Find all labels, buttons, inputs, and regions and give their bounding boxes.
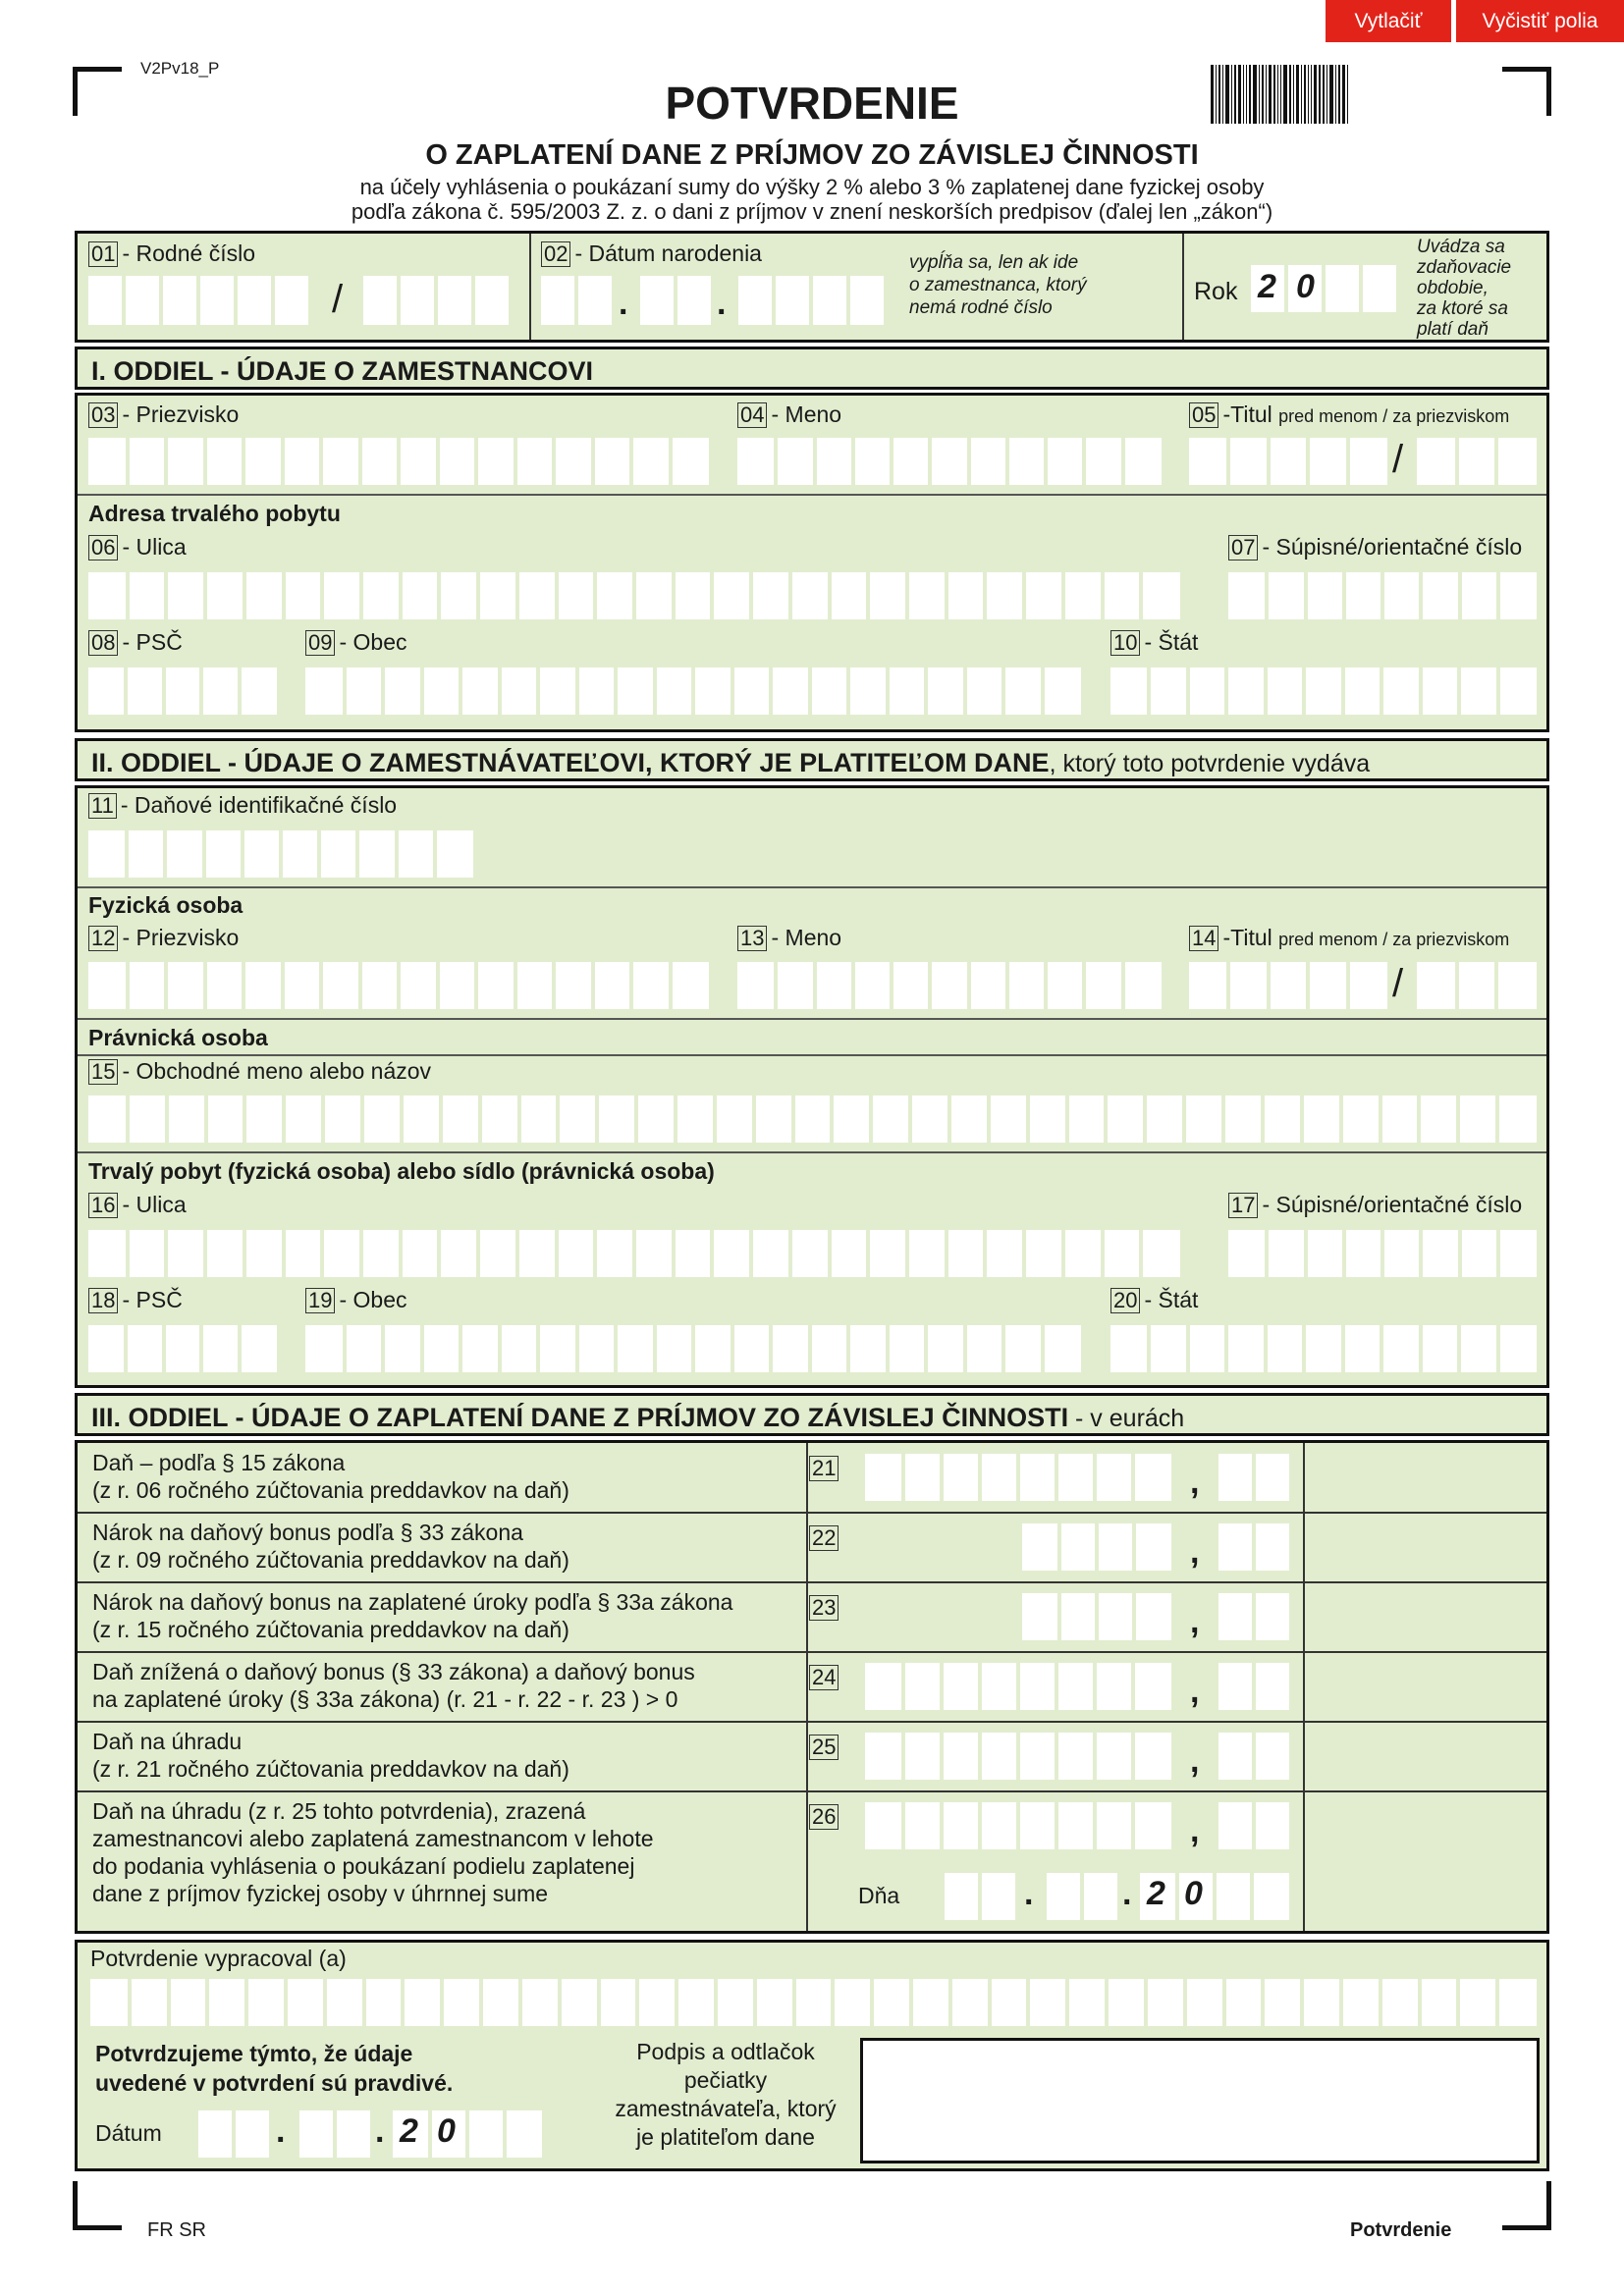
row-25-label: Daň na úhradu (z r. 21 ročného zúčtovania preddavkov na daň) <box>92 1729 569 1782</box>
row-25-amount-input[interactable] <box>865 1733 1171 1780</box>
page-title: POTVRDENIE <box>665 78 959 129</box>
field-19-label: 19 - Obec <box>305 1287 407 1313</box>
employee-name-input[interactable] <box>737 438 1162 485</box>
row-22-number: 22 <box>809 1524 842 1551</box>
year-digit: 0 <box>1296 268 1315 305</box>
footer-left: FR SR <box>147 2219 206 2241</box>
page-subtitle: O ZAPLATENÍ DANE Z PRÍJMOV ZO ZÁVISLEJ ČINNOSTI <box>425 139 1199 171</box>
row-26-number: 26 <box>809 1803 842 1830</box>
title-after-input[interactable] <box>1417 438 1537 485</box>
employer-name-input[interactable] <box>737 962 1162 1009</box>
field-14-label: 14 -Titul pred menom / za priezviskom <box>1189 925 1509 951</box>
row-22-label: Nárok na daňový bonus podľa § 33 zákona (z r. 09 ročného zúčtovania preddavkov na daň) <box>92 1520 569 1573</box>
employer-country-input[interactable] <box>1110 1325 1537 1372</box>
birth-date-year-input[interactable] <box>738 276 884 325</box>
field-11-label: 11 - Daňové identifikačné číslo <box>88 792 397 819</box>
clear-fields-button[interactable]: Vyčistiť polia <box>1456 0 1624 42</box>
year-digit: 2 <box>1258 268 1276 305</box>
dot-separator: . <box>619 285 628 322</box>
corner-mark <box>1502 2181 1551 2230</box>
dot-separator: . <box>1024 1875 1034 1912</box>
decimal-comma: , <box>1190 1603 1200 1640</box>
field-13-label: 13 - Meno <box>737 925 841 951</box>
row-26-label: Daň na úhradu (z r. 25 tohto potvrdenia), zrazená zamestnancovi alebo zaplatená zamestnancom v lehote do podania vyhlásenia o poukázaní podielu zaplatenej dane z príjmov fyzickej osoby v úhrnnej sume <box>92 1798 654 1906</box>
payment-year-digit: 2 <box>1147 1875 1165 1912</box>
signature-label: Podpis a odtlačok pečiatky zamestnávateľa, ktorý je platiteľom dane <box>615 2039 837 2150</box>
confirm-month-input[interactable] <box>299 2110 370 2158</box>
field-12-label: 12 - Priezvisko <box>88 925 239 951</box>
payment-date-label: Dňa <box>858 1883 900 1908</box>
city-input[interactable] <box>305 667 1081 715</box>
confirm-year-digit: 0 <box>437 2112 456 2150</box>
field-03-label: 03 - Priezvisko <box>88 401 239 428</box>
birth-date-note: vypĺňa sa, len ak ide o zamestnanca, ktorý nemá rodné číslo <box>909 252 1087 318</box>
postal-code-input[interactable] <box>88 667 277 715</box>
decimal-comma: , <box>1190 1673 1200 1710</box>
year-label: Rok <box>1194 278 1238 305</box>
house-number-input[interactable] <box>1228 572 1537 619</box>
row-22-cents-input[interactable] <box>1218 1523 1289 1571</box>
confirm-day-input[interactable] <box>198 2110 269 2158</box>
corner-mark <box>73 2181 122 2230</box>
decimal-comma: , <box>1190 1533 1200 1571</box>
section-2-header: II. ODDIEL - ÚDAJE O ZAMESTNÁVATEĽOVI, KTORÝ JE PLATITEĽOM DANE, ktorý toto potvrdenie vydáva <box>75 738 1549 781</box>
birth-date-month-input[interactable] <box>640 276 711 325</box>
slash-separator: / <box>1392 438 1404 481</box>
decimal-comma: , <box>1190 1812 1200 1849</box>
employer-street-input[interactable] <box>88 1230 1180 1277</box>
period-note: Uvádza sa zdaňovacie obdobie, za ktoré sa platí daň <box>1417 237 1512 340</box>
field-09-label: 09 - Obec <box>305 629 407 656</box>
decimal-comma: , <box>1190 1742 1200 1780</box>
address-title: Adresa trvalého pobytu <box>88 501 341 526</box>
field-05-label: 05 -Titul pred menom / za priezviskom <box>1189 401 1509 428</box>
employer-house-number-input[interactable] <box>1228 1230 1537 1277</box>
dot-separator: . <box>1122 1875 1132 1912</box>
row-26-cents-input[interactable] <box>1218 1802 1289 1849</box>
footer-right: Potvrdenie <box>1350 2219 1452 2241</box>
field-20-label: 20 - Štát <box>1110 1287 1198 1313</box>
field-17-label: 17 - Súpisné/orientačné číslo <box>1228 1192 1522 1218</box>
legal-person-title: Právnická osoba <box>88 1025 268 1050</box>
intro-text: podľa zákona č. 595/2003 Z. z. o dani z príjmov v znení neskorších predpisov (ďalej len „zákon“) <box>351 199 1273 224</box>
birth-number-suffix-input[interactable] <box>363 276 511 325</box>
row-21-label: Daň – podľa § 15 zákona (z r. 06 ročného zúčtovania preddavkov na daň) <box>92 1450 569 1503</box>
row-26-amount-input[interactable] <box>865 1802 1171 1849</box>
confirmation-statement: Potvrdzujeme týmto, že údaje uvedené v potvrdení sú pravdivé. <box>95 2041 454 2096</box>
field-01-label: 01 - Rodné číslo <box>88 240 255 267</box>
row-25-cents-input[interactable] <box>1218 1733 1289 1780</box>
employer-surname-input[interactable] <box>88 962 709 1009</box>
row-21-number: 21 <box>809 1455 842 1481</box>
dot-separator: . <box>717 285 727 322</box>
dot-separator: . <box>375 2112 385 2150</box>
employer-city-input[interactable] <box>305 1325 1081 1372</box>
field-15-label: 15 - Obchodné meno alebo názov <box>88 1058 431 1085</box>
payment-year-digit: 0 <box>1184 1875 1203 1912</box>
field-02-label: 02 - Dátum narodenia <box>541 240 762 267</box>
title-before-input[interactable] <box>1189 438 1387 485</box>
business-name-input[interactable] <box>88 1095 1537 1143</box>
slash-separator: / <box>332 278 344 321</box>
field-04-label: 04 - Meno <box>737 401 841 428</box>
signature-box[interactable] <box>860 2038 1540 2163</box>
employer-title-before-input[interactable] <box>1189 962 1387 1009</box>
field-10-label: 10 - Štát <box>1110 629 1198 656</box>
employer-address-title: Trvalý pobyt (fyzická osoba) alebo sídlo (právnická osoba) <box>88 1158 715 1184</box>
prepared-by-input[interactable] <box>90 1979 1537 2026</box>
row-24-number: 24 <box>809 1664 842 1690</box>
field-07-label: 07 - Súpisné/orientačné číslo <box>1228 534 1522 561</box>
field-06-label: 06 - Ulica <box>88 534 187 561</box>
birth-date-day-input[interactable] <box>541 276 612 325</box>
row-25-number: 25 <box>809 1734 842 1760</box>
employer-title-after-input[interactable] <box>1417 962 1537 1009</box>
street-input[interactable] <box>88 572 1180 619</box>
tax-id-input[interactable] <box>88 830 473 878</box>
employee-surname-input[interactable] <box>88 438 709 485</box>
row-23-label: Nárok na daňový bonus na zaplatené úroky podľa § 33a zákona (z r. 15 ročného zúčtovania preddavkov na daň) <box>92 1589 733 1642</box>
country-input[interactable] <box>1110 667 1537 715</box>
dot-separator: . <box>276 2112 286 2150</box>
section-3-header: III. ODDIEL - ÚDAJE O ZAPLATENÍ DANE Z PRÍJMOV ZO ZÁVISLEJ ČINNOSTI - v eurách <box>75 1393 1549 1436</box>
slash-separator: / <box>1392 962 1404 1005</box>
row-24-amount-input[interactable] <box>865 1663 1171 1710</box>
employer-postal-code-input[interactable] <box>88 1325 277 1372</box>
row-21-amount-input[interactable] <box>865 1454 1171 1501</box>
row-23-number: 23 <box>809 1594 842 1621</box>
field-18-label: 18 - PSČ <box>88 1287 183 1313</box>
prepared-by-label: Potvrdenie vypracoval (a) <box>90 1946 347 1971</box>
intro-text: na účely vyhlásenia o poukázaní sumy do výšky 2 % alebo 3 % zaplatenej dane fyzickej osoby <box>359 175 1265 199</box>
print-button[interactable]: Vytlačiť <box>1326 0 1451 42</box>
row-24-label: Daň znížená o daňový bonus (§ 33 zákona) a daňový bonus na zaplatené úroky (§ 33a zákona) (r. 21 - r. 22 - r. 23 ) > 0 <box>92 1659 695 1712</box>
form-code: V2Pv18_P <box>140 59 220 78</box>
section-1-header: I. ODDIEL - ÚDAJE O ZAMESTNANCOVI <box>75 347 1549 390</box>
decimal-comma: , <box>1190 1464 1200 1501</box>
row-24-cents-input[interactable] <box>1218 1663 1289 1710</box>
row-23-amount-input[interactable] <box>1022 1593 1171 1640</box>
natural-person-title: Fyzická osoba <box>88 892 244 918</box>
row-22-amount-input[interactable] <box>1022 1523 1171 1571</box>
field-16-label: 16 - Ulica <box>88 1192 187 1218</box>
date-label: Dátum <box>95 2120 162 2146</box>
payment-day-input[interactable] <box>945 1873 1015 1920</box>
row-21-cents-input[interactable] <box>1218 1454 1289 1501</box>
payment-month-input[interactable] <box>1047 1873 1117 1920</box>
confirm-year-digit: 2 <box>400 2112 418 2150</box>
row-23-cents-input[interactable] <box>1218 1593 1289 1640</box>
field-08-label: 08 - PSČ <box>88 629 183 656</box>
birth-number-input[interactable] <box>88 276 314 325</box>
